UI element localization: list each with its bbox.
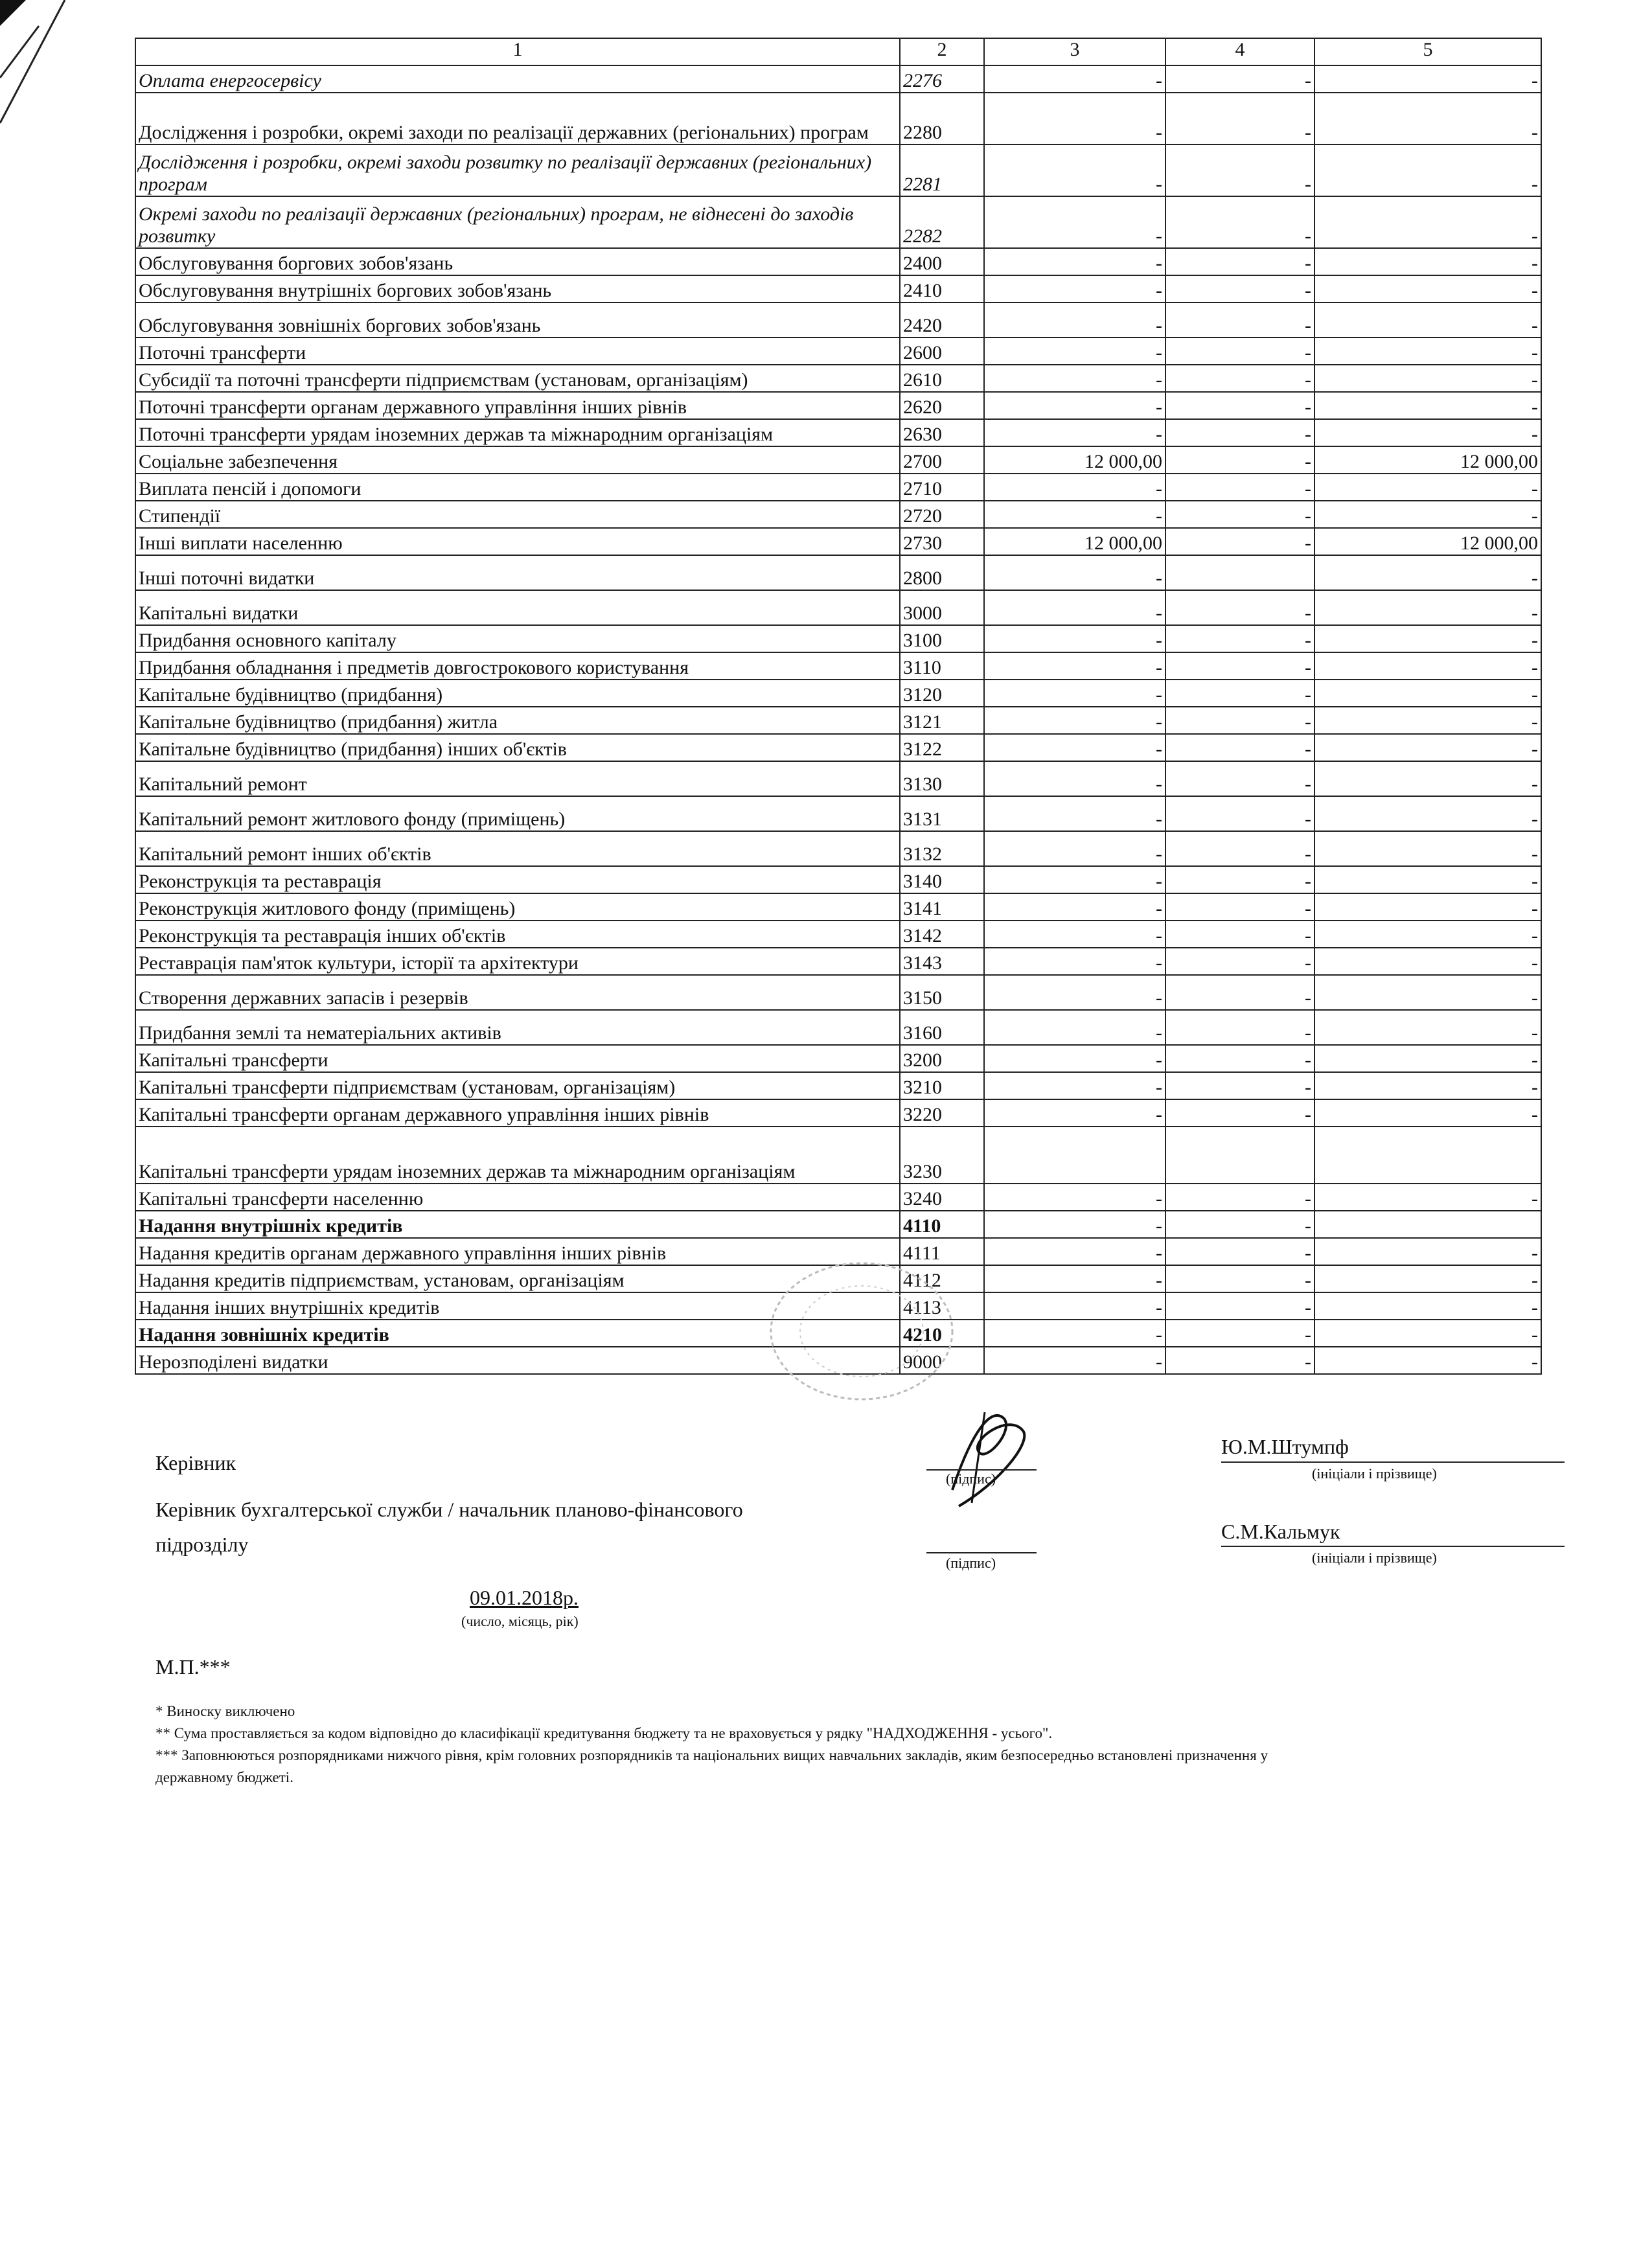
- row-name-cell: Реконструкція та реставрація інших об'єктів: [135, 921, 900, 948]
- row-col4-cell: -: [1165, 528, 1314, 555]
- row-col3-cell: -: [984, 1292, 1165, 1320]
- row-col5-cell: [1314, 1127, 1541, 1184]
- row-col3-cell: -: [984, 196, 1165, 248]
- row-code-cell: 2800: [900, 555, 984, 590]
- seal-stamp: [764, 1257, 959, 1406]
- table-row: [135, 1127, 1541, 1184]
- row-name-cell: Виплата пенсій і допомоги: [135, 474, 900, 501]
- row-col3-cell: -: [984, 275, 1165, 303]
- row-code-cell: 2600: [900, 338, 984, 365]
- row-col3-cell: -: [984, 1320, 1165, 1347]
- head-name-caption: (ініціали і прізвище): [1312, 1465, 1437, 1482]
- row-col4-cell: -: [1165, 1045, 1314, 1072]
- footnote-3-cont: державному бюджеті.: [155, 1769, 293, 1785]
- table-row: [135, 1211, 1541, 1238]
- row-col5-cell: -: [1314, 652, 1541, 680]
- row-name-cell: Поточні трансферти органам державного управління інших рівнів: [135, 392, 900, 419]
- row-name-cell: Стипендії: [135, 501, 900, 528]
- row-name-cell: Обслуговування внутрішніх боргових зобов'язань: [135, 275, 900, 303]
- head-sign-caption: (підпис): [946, 1471, 996, 1487]
- row-col3-cell: -: [984, 392, 1165, 419]
- row-col4-cell: -: [1165, 196, 1314, 248]
- row-col5-cell: -: [1314, 680, 1541, 707]
- table-row: [135, 831, 1541, 866]
- header-col-2: 2: [900, 38, 984, 65]
- row-col5-cell: -: [1314, 1265, 1541, 1292]
- row-code-cell: 3120: [900, 680, 984, 707]
- head-signature-scribble: [933, 1393, 1037, 1509]
- table-row: [135, 707, 1541, 734]
- row-col5-cell: -: [1314, 1099, 1541, 1127]
- table-row: [135, 392, 1541, 419]
- row-code-cell: 4113: [900, 1292, 984, 1320]
- table-row: [135, 975, 1541, 1010]
- table-row: [135, 365, 1541, 392]
- row-code-cell: 2420: [900, 303, 984, 338]
- row-code-cell: 2620: [900, 392, 984, 419]
- row-name-cell: Інші виплати населенню: [135, 528, 900, 555]
- row-name-cell: Інші поточні видатки: [135, 555, 900, 590]
- row-name-cell: Придбання обладнання і предметів довгострокового користування: [135, 652, 900, 680]
- row-col4-cell: -: [1165, 1099, 1314, 1127]
- row-code-cell: 2281: [900, 144, 984, 196]
- row-col3-cell: -: [984, 338, 1165, 365]
- row-col5-cell: -: [1314, 796, 1541, 831]
- row-code-cell: 3200: [900, 1045, 984, 1072]
- row-col5-cell: -: [1314, 866, 1541, 893]
- table-row: [135, 1072, 1541, 1099]
- row-col5-cell: -: [1314, 1238, 1541, 1265]
- row-col5-cell: -: [1314, 474, 1541, 501]
- row-col3-cell: -: [984, 65, 1165, 93]
- row-code-cell: 3143: [900, 948, 984, 975]
- row-code-cell: 2282: [900, 196, 984, 248]
- row-col3-cell: -: [984, 555, 1165, 590]
- row-code-cell: 3131: [900, 796, 984, 831]
- accountant-sign-line: [926, 1552, 1037, 1553]
- row-col4-cell: -: [1165, 93, 1314, 144]
- row-code-cell: 2280: [900, 93, 984, 144]
- row-code-cell: 3110: [900, 652, 984, 680]
- row-col4-cell: -: [1165, 338, 1314, 365]
- table-row: [135, 196, 1541, 248]
- row-col3-cell: -: [984, 474, 1165, 501]
- row-col4-cell: -: [1165, 1347, 1314, 1374]
- row-code-cell: 3142: [900, 921, 984, 948]
- row-col4-cell: -: [1165, 590, 1314, 625]
- row-col3-cell: -: [984, 866, 1165, 893]
- row-col3-cell: -: [984, 707, 1165, 734]
- table-row: [135, 338, 1541, 365]
- head-label: Керівник: [155, 1451, 236, 1474]
- row-col5-cell: -: [1314, 1347, 1541, 1374]
- row-col3-cell: -: [984, 1099, 1165, 1127]
- row-col4-cell: -: [1165, 248, 1314, 275]
- row-col3-cell: -: [984, 734, 1165, 761]
- row-name-cell: Обслуговування зовнішніх боргових зобов'язань: [135, 303, 900, 338]
- row-name-cell: Оплата енергосервісу: [135, 65, 900, 93]
- table-row: [135, 1099, 1541, 1127]
- row-col4-cell: -: [1165, 625, 1314, 652]
- row-code-cell: 3230: [900, 1127, 984, 1184]
- row-col4-cell: -: [1165, 446, 1314, 474]
- row-name-cell: Окремі заходи по реалізації державних (регіональних) програм, не віднесені до заходів розвитку: [135, 196, 900, 248]
- row-name-cell: Надання внутрішніх кредитів: [135, 1211, 900, 1238]
- row-name-cell: Капітальні трансферти урядам іноземних держав та міжнародним організаціям: [135, 1127, 900, 1184]
- row-name-cell: Капітальний ремонт житлового фонду (приміщень): [135, 796, 900, 831]
- head-name-line: [1221, 1461, 1565, 1463]
- row-col3-cell: -: [984, 1010, 1165, 1045]
- row-col5-cell: -: [1314, 921, 1541, 948]
- table-row: [135, 93, 1541, 144]
- row-col4-cell: -: [1165, 303, 1314, 338]
- table-row: [135, 303, 1541, 338]
- row-col3-cell: -: [984, 1211, 1165, 1238]
- row-code-cell: 3150: [900, 975, 984, 1010]
- table-row: [135, 948, 1541, 975]
- row-name-cell: Капітальні трансферти населенню: [135, 1184, 900, 1211]
- row-name-cell: Дослідження і розробки, окремі заходи розвитку по реалізації державних (регіональних) програм: [135, 144, 900, 196]
- row-col4-cell: -: [1165, 1211, 1314, 1238]
- row-code-cell: 3121: [900, 707, 984, 734]
- table-row: [135, 590, 1541, 625]
- row-col3-cell: -: [984, 893, 1165, 921]
- table-row: [135, 446, 1541, 474]
- row-col4-cell: -: [1165, 796, 1314, 831]
- row-col4-cell: -: [1165, 65, 1314, 93]
- table-row: [135, 419, 1541, 446]
- row-code-cell: 3130: [900, 761, 984, 796]
- row-col4-cell: -: [1165, 866, 1314, 893]
- row-col3-cell: -: [984, 625, 1165, 652]
- seal-place-label: М.П.***: [155, 1655, 231, 1678]
- row-col5-cell: [1314, 1211, 1541, 1238]
- row-code-cell: 3220: [900, 1099, 984, 1127]
- table-row: [135, 144, 1541, 196]
- row-name-cell: Реставрація пам'яток культури, історії та архітектури: [135, 948, 900, 975]
- row-col4-cell: -: [1165, 1238, 1314, 1265]
- footnote-1: * Виноску виключено: [155, 1703, 295, 1719]
- row-col3-cell: 12 000,00: [984, 446, 1165, 474]
- row-col4-cell: -: [1165, 474, 1314, 501]
- row-code-cell: 3210: [900, 1072, 984, 1099]
- row-col3-cell: -: [984, 365, 1165, 392]
- row-col5-cell: -: [1314, 590, 1541, 625]
- header-col-3: 3: [984, 38, 1165, 65]
- row-col5-cell: -: [1314, 1045, 1541, 1072]
- row-col4-cell: -: [1165, 1010, 1314, 1045]
- accountant-name-line: [1221, 1546, 1565, 1547]
- row-col5-cell: 12 000,00: [1314, 446, 1541, 474]
- row-col3-cell: -: [984, 1238, 1165, 1265]
- row-code-cell: 2630: [900, 419, 984, 446]
- table-row: [135, 501, 1541, 528]
- date-caption: (число, місяць, рік): [461, 1613, 579, 1629]
- footnote-2: ** Сума проставляється за кодом відповідно до класифікації кредитування бюджету та не враховується у рядку "НАДХОДЖЕННЯ - усього".: [155, 1725, 1053, 1741]
- row-col3-cell: -: [984, 144, 1165, 196]
- row-name-cell: Капітальне будівництво (придбання): [135, 680, 900, 707]
- row-name-cell: Капітальні трансферти органам державного управління інших рівнів: [135, 1099, 900, 1127]
- row-col5-cell: -: [1314, 303, 1541, 338]
- row-col5-cell: -: [1314, 1010, 1541, 1045]
- row-name-cell: Нерозподілені видатки: [135, 1347, 900, 1374]
- row-col4-cell: -: [1165, 975, 1314, 1010]
- header-col-1: 1: [135, 38, 900, 65]
- document-date: 09.01.2018р.: [470, 1586, 579, 1609]
- scan-corner-mark: [0, 0, 78, 130]
- row-name-cell: Капітальний ремонт: [135, 761, 900, 796]
- table-row: [135, 1010, 1541, 1045]
- row-col4-cell: -: [1165, 1072, 1314, 1099]
- row-col4-cell: -: [1165, 734, 1314, 761]
- table-row: [135, 1184, 1541, 1211]
- row-code-cell: 3240: [900, 1184, 984, 1211]
- table-row: [135, 275, 1541, 303]
- row-code-cell: 3132: [900, 831, 984, 866]
- row-name-cell: Капітальне будівництво (придбання) житла: [135, 707, 900, 734]
- row-col3-cell: -: [984, 303, 1165, 338]
- row-col3-cell: -: [984, 1045, 1165, 1072]
- accountant-label-line-2: підрозділу: [155, 1533, 249, 1556]
- row-col5-cell: -: [1314, 65, 1541, 93]
- row-code-cell: 2730: [900, 528, 984, 555]
- row-col5-cell: -: [1314, 196, 1541, 248]
- footnotes: [155, 1701, 1503, 1789]
- row-col5-cell: -: [1314, 555, 1541, 590]
- row-col3-cell: 12 000,00: [984, 528, 1165, 555]
- row-name-cell: Придбання землі та нематеріальних активів: [135, 1010, 900, 1045]
- row-col5-cell: -: [1314, 1320, 1541, 1347]
- row-code-cell: 3100: [900, 625, 984, 652]
- expenditure-table: [135, 38, 1542, 1375]
- budget-table-sheet: [135, 38, 1541, 1375]
- row-col5-cell: -: [1314, 625, 1541, 652]
- table-row: [135, 652, 1541, 680]
- row-col4-cell: -: [1165, 1292, 1314, 1320]
- row-col5-cell: -: [1314, 948, 1541, 975]
- row-name-cell: Реконструкція житлового фонду (приміщень): [135, 893, 900, 921]
- table-row: [135, 625, 1541, 652]
- row-col5-cell: -: [1314, 392, 1541, 419]
- row-name-cell: Субсидії та поточні трансферти підприємствам (установам, організаціям): [135, 365, 900, 392]
- row-col5-cell: -: [1314, 419, 1541, 446]
- row-col5-cell: -: [1314, 501, 1541, 528]
- row-col4-cell: -: [1165, 365, 1314, 392]
- row-col4-cell: -: [1165, 921, 1314, 948]
- table-row: [135, 680, 1541, 707]
- row-col5-cell: -: [1314, 365, 1541, 392]
- row-code-cell: 2410: [900, 275, 984, 303]
- row-name-cell: Створення державних запасів і резервів: [135, 975, 900, 1010]
- table-row: [135, 1045, 1541, 1072]
- row-col5-cell: -: [1314, 338, 1541, 365]
- row-name-cell: Капітальні трансферти підприємствам (установам, організаціям): [135, 1072, 900, 1099]
- row-col3-cell: -: [984, 680, 1165, 707]
- row-col4-cell: -: [1165, 652, 1314, 680]
- row-col5-cell: -: [1314, 734, 1541, 761]
- row-col5-cell: -: [1314, 831, 1541, 866]
- row-col3-cell: -: [984, 761, 1165, 796]
- table-row: [135, 796, 1541, 831]
- row-col3-cell: -: [984, 93, 1165, 144]
- row-col4-cell: [1165, 555, 1314, 590]
- row-col4-cell: -: [1165, 501, 1314, 528]
- row-code-cell: 3160: [900, 1010, 984, 1045]
- row-col5-cell: -: [1314, 975, 1541, 1010]
- row-col4-cell: -: [1165, 761, 1314, 796]
- row-col4-cell: -: [1165, 144, 1314, 196]
- table-row: [135, 555, 1541, 590]
- row-col5-cell: -: [1314, 1072, 1541, 1099]
- table-row: [135, 65, 1541, 93]
- row-col3-cell: [984, 1127, 1165, 1184]
- row-col3-cell: -: [984, 796, 1165, 831]
- table-row: [135, 893, 1541, 921]
- row-name-cell: Капітальні трансферти: [135, 1045, 900, 1072]
- row-col5-cell: -: [1314, 1292, 1541, 1320]
- row-code-cell: 4210: [900, 1320, 984, 1347]
- row-code-cell: 2710: [900, 474, 984, 501]
- row-code-cell: 2400: [900, 248, 984, 275]
- row-col5-cell: -: [1314, 761, 1541, 796]
- row-col4-cell: -: [1165, 392, 1314, 419]
- accountant-name: С.М.Кальмук: [1221, 1520, 1340, 1543]
- row-col3-cell: -: [984, 1347, 1165, 1374]
- row-col4-cell: [1165, 1127, 1314, 1184]
- row-col4-cell: -: [1165, 948, 1314, 975]
- footnote-3: *** Заповнюються розпорядниками нижчого рівня, крім головних розпорядників та національних вищих навчальних закладів, яким безпосередньо встановлені призначення у: [155, 1747, 1268, 1763]
- row-col3-cell: -: [984, 501, 1165, 528]
- row-name-cell: Надання кредитів підприємствам, установам, організаціям: [135, 1265, 900, 1292]
- row-code-cell: 4111: [900, 1238, 984, 1265]
- row-name-cell: Капітальні видатки: [135, 590, 900, 625]
- header-col-5: 5: [1314, 38, 1541, 65]
- row-col3-cell: -: [984, 1072, 1165, 1099]
- row-code-cell: 3141: [900, 893, 984, 921]
- row-name-cell: Дослідження і розробки, окремі заходи по реалізації державних (регіональних) програм: [135, 93, 900, 144]
- head-name: Ю.М.Штумпф: [1221, 1435, 1349, 1458]
- row-name-cell: Капітальний ремонт інших об'єктів: [135, 831, 900, 866]
- header-col-4: 4: [1165, 38, 1314, 65]
- row-col3-cell: -: [984, 831, 1165, 866]
- row-col4-cell: -: [1165, 707, 1314, 734]
- row-name-cell: Надання інших внутрішніх кредитів: [135, 1292, 900, 1320]
- row-col5-cell: -: [1314, 707, 1541, 734]
- table-row: [135, 866, 1541, 893]
- row-code-cell: 9000: [900, 1347, 984, 1374]
- accountant-name-caption: (ініціали і прізвище): [1312, 1550, 1437, 1566]
- row-name-cell: Обслуговування боргових зобов'язань: [135, 248, 900, 275]
- row-col3-cell: -: [984, 652, 1165, 680]
- row-name-cell: Соціальне забезпечення: [135, 446, 900, 474]
- row-col5-cell: -: [1314, 275, 1541, 303]
- row-col4-cell: -: [1165, 1184, 1314, 1211]
- row-code-cell: 3122: [900, 734, 984, 761]
- row-col4-cell: -: [1165, 1320, 1314, 1347]
- row-col3-cell: -: [984, 248, 1165, 275]
- row-code-cell: 2276: [900, 65, 984, 93]
- row-col3-cell: -: [984, 1265, 1165, 1292]
- row-col5-cell: -: [1314, 893, 1541, 921]
- row-name-cell: Поточні трансферти урядам іноземних держав та міжнародним організаціям: [135, 419, 900, 446]
- row-col3-cell: -: [984, 921, 1165, 948]
- row-col4-cell: -: [1165, 831, 1314, 866]
- row-col4-cell: -: [1165, 1265, 1314, 1292]
- row-name-cell: Придбання основного капіталу: [135, 625, 900, 652]
- row-col4-cell: -: [1165, 275, 1314, 303]
- row-col4-cell: -: [1165, 419, 1314, 446]
- row-col3-cell: -: [984, 948, 1165, 975]
- row-col5-cell: -: [1314, 248, 1541, 275]
- row-code-cell: 2720: [900, 501, 984, 528]
- row-code-cell: 2700: [900, 446, 984, 474]
- table-row: [135, 921, 1541, 948]
- row-col5-cell: -: [1314, 144, 1541, 196]
- table-row: [135, 248, 1541, 275]
- row-name-cell: Капітальне будівництво (придбання) інших об'єктів: [135, 734, 900, 761]
- row-col3-cell: -: [984, 419, 1165, 446]
- table-row: [135, 474, 1541, 501]
- table-header-row: [135, 38, 1541, 65]
- table-row: [135, 528, 1541, 555]
- row-col5-cell: 12 000,00: [1314, 528, 1541, 555]
- row-col5-cell: -: [1314, 93, 1541, 144]
- row-code-cell: 2610: [900, 365, 984, 392]
- row-col3-cell: -: [984, 975, 1165, 1010]
- row-code-cell: 4110: [900, 1211, 984, 1238]
- accountant-label-line-1: Керівник бухгалтерської служби / начальник планово-фінансового: [155, 1498, 743, 1521]
- row-name-cell: Поточні трансферти: [135, 338, 900, 365]
- row-code-cell: 3140: [900, 866, 984, 893]
- row-col5-cell: -: [1314, 1184, 1541, 1211]
- row-name-cell: Надання зовнішніх кредитів: [135, 1320, 900, 1347]
- row-col4-cell: -: [1165, 893, 1314, 921]
- row-col4-cell: -: [1165, 680, 1314, 707]
- row-code-cell: 3000: [900, 590, 984, 625]
- accountant-sign-caption: (підпис): [946, 1555, 996, 1571]
- table-row: [135, 734, 1541, 761]
- row-code-cell: 4112: [900, 1265, 984, 1292]
- table-row: [135, 761, 1541, 796]
- row-name-cell: Реконструкція та реставрація: [135, 866, 900, 893]
- row-name-cell: Надання кредитів органам державного управління інших рівнів: [135, 1238, 900, 1265]
- row-col3-cell: -: [984, 590, 1165, 625]
- row-col3-cell: -: [984, 1184, 1165, 1211]
